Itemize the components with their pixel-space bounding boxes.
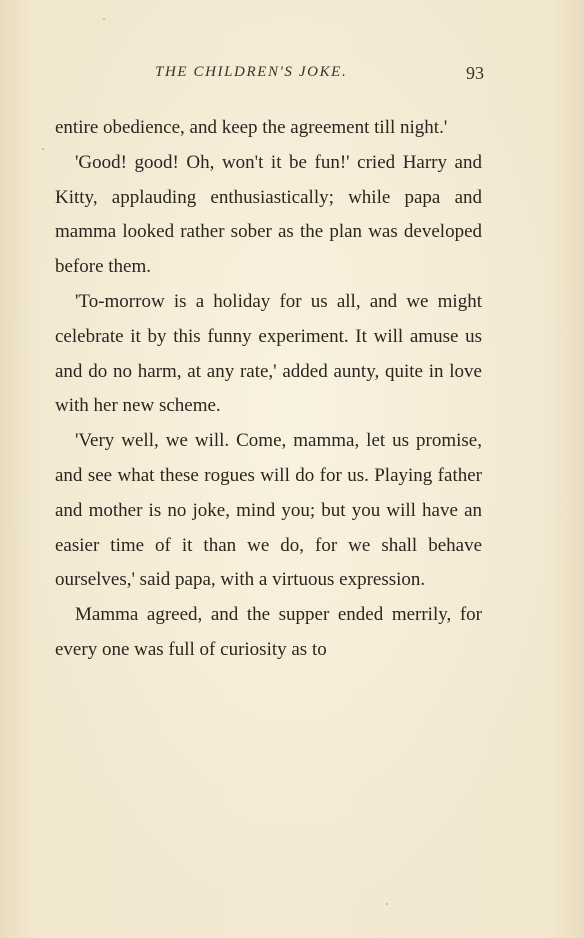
- paragraph: entire obedience, and keep the agreement till night.': [55, 117, 448, 138]
- running-title: THE CHILDREN'S JOKE.: [155, 64, 348, 80]
- paragraph: 'Good! good! Oh, won't it be fun!' cried Harry and Kitty, applauding enthusiastically; while papa and mamma looked rather sober as the plan was developed before them.: [55, 151, 482, 278]
- paragraph: 'To-morrow is a holiday for us all, and we might celebrate it by this funny experiment. It will amuse us and do no harm, at any rate,' added aunty, quite in love with her new scheme.: [55, 290, 482, 417]
- paragraph: Mamma agreed, and the supper ended merrily, for every one was full of curiosity as to: [55, 604, 482, 660]
- running-head: [0, 64, 584, 88]
- paragraph: 'Very well, we will. Come, mamma, let us promise, and see what these rogues will do for us. Playing father and mother is no joke, mind you; but you will have an easier time of it than we do, for we shall behave ourselves,' said papa, with a virtuous expression.: [55, 430, 482, 591]
- paper-speck: [386, 903, 388, 905]
- body-text: [55, 111, 482, 668]
- page-number: 93: [466, 63, 484, 83]
- paper-speck: [42, 148, 44, 150]
- paper-speck: [103, 18, 105, 20]
